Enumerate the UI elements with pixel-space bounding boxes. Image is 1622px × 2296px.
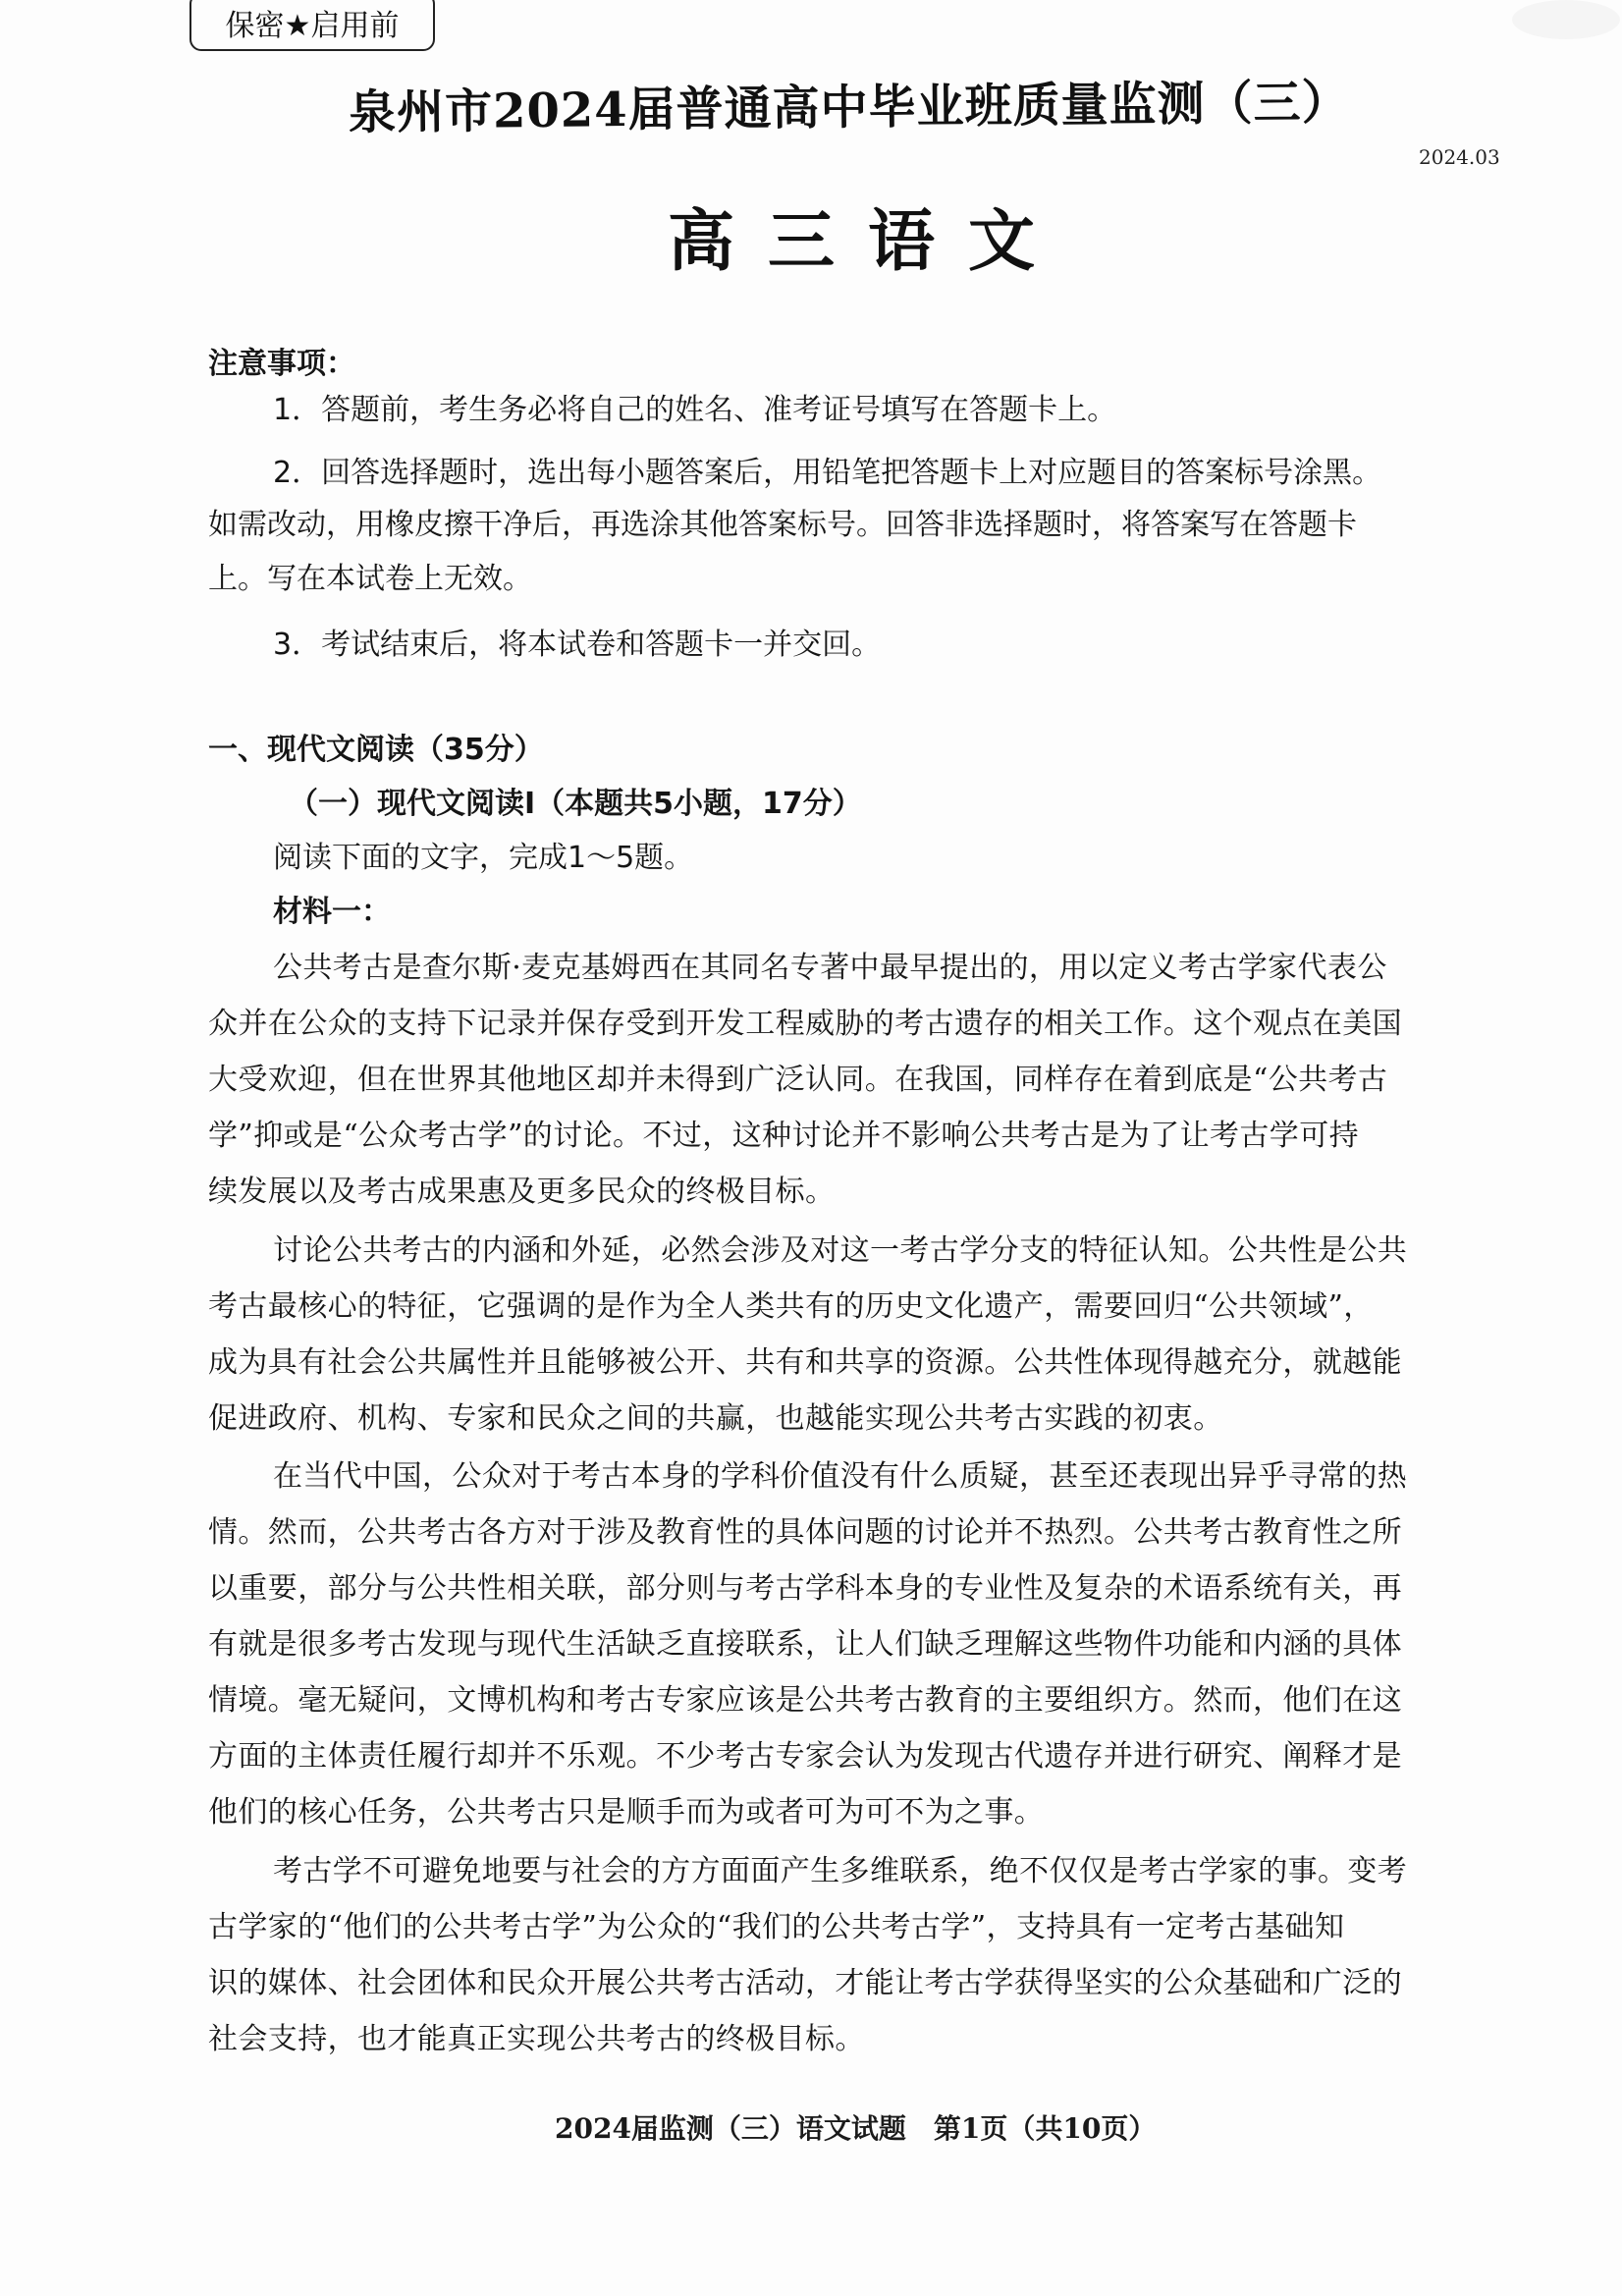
section-heading: 一、现代文阅读（35分） [208, 733, 544, 767]
passage-line: 学”抑或是“公众考古学”的讨论。不过，这种讨论并不影响公共考古是为了让考古学可持 [208, 1119, 1360, 1153]
reading-instruction: 阅读下面的文字，完成1～5题。 [273, 841, 694, 875]
passage-line: 在当代中国，公众对于考古本身的学科价值没有什么质疑，甚至还表现出异乎寻常的热 [273, 1459, 1408, 1494]
passage-line: 社会支持，也才能真正实现公共考古的终极目标。 [208, 2022, 865, 2056]
passage-line: 方面的主体责任履行却并不乐观。不少考古专家会认为发现古代遗存并进行研究、阐释才是 [208, 1739, 1402, 1774]
passage-line: 识的媒体、社会团体和民众开展公共考古活动，才能让考古学获得坚实的公众基础和广泛的 [208, 1966, 1402, 2000]
notice-heading: 注意事项： [208, 347, 355, 381]
passage-line: 考古学不可避免地要与社会的方方面面产生多维联系，绝不仅仅是考古学家的事。变考 [273, 1854, 1408, 1888]
passage-line: 大受欢迎，但在世界其他地区却并未得到广泛认同。在我国，同样存在着到底是“公共考古 [208, 1063, 1388, 1097]
passage-line: 情境。毫无疑问，文博机构和考古专家应该是公共考古教育的主要组织方。然而，他们在这 [208, 1683, 1402, 1718]
notice-item-2-line-2: 如需改动，用橡皮擦干净后，再选涂其他答案标号。回答非选择题时，将答案写在答题卡 [208, 508, 1357, 542]
notice-item-3: 3．考试结束后，将本试卷和答题卡一并交回。 [273, 628, 882, 662]
notice-item-2-line-3: 上。写在本试卷上无效。 [208, 562, 532, 596]
subsection-heading: （一）现代文阅读Ⅰ（本题共5小题，17分） [289, 787, 862, 821]
exam-date: 2024.03 [1419, 145, 1500, 169]
material-label: 材料一： [273, 895, 391, 929]
notice-item-2-line-1: 2．回答选择题时，选出每小题答案后，用铅笔把答题卡上对应题目的答案标号涂黑。 [273, 456, 1382, 490]
page-footer: 2024届监测（三）语文试题 第1页（共10页） [555, 2112, 1157, 2145]
subject-title: 高三语文 [668, 203, 1069, 281]
passage-line: 讨论公共考古的内涵和外延，必然会涉及对这一考古学分支的特征认知。公共性是公共 [273, 1233, 1408, 1268]
passage-line: 促进政府、机构、专家和民众之间的共赢，也越能实现公共考古实践的初衷。 [208, 1401, 1223, 1436]
passage-line: 成为具有社会公共属性并且能够被公开、共有和共享的资源。公共性体现得越充分，就越能 [208, 1345, 1402, 1380]
exam-title: 泉州市2024届普通高中毕业班质量监测（三） [348, 75, 1350, 140]
passage-line: 古学家的“他们的公共考古学”为公众的“我们的公共考古学”，支持具有一定考古基础知 [208, 1910, 1345, 1944]
passage-line: 他们的核心任务，公共考古只是顺手而为或者可为可不为之事。 [208, 1795, 1045, 1830]
passage-line: 情。然而，公共考古各方对于涉及教育性的具体问题的讨论并不热烈。公共考古教育性之所 [208, 1515, 1402, 1550]
passage-line: 以重要，部分与公共性相关联，部分则与考古学科本身的专业性及复杂的术语系统有关，再 [208, 1571, 1402, 1606]
confidential-stamp [189, 0, 435, 51]
confidential-label: 保密★启用前 [225, 9, 400, 43]
scan-smudge [1512, 0, 1620, 39]
passage-line: 有就是很多考古发现与现代生活缺乏直接联系，让人们缺乏理解这些物件功能和内涵的具体 [208, 1627, 1402, 1662]
passage-line: 续发展以及考古成果惠及更多民众的终极目标。 [208, 1175, 836, 1209]
passage-line: 考古最核心的特征，它强调的是作为全人类共有的历史文化遗产，需要回归“公共领域”， [208, 1289, 1374, 1324]
passage-line: 众并在公众的支持下记录并保存受到开发工程威胁的考古遗存的相关工作。这个观点在美国 [208, 1007, 1402, 1041]
passage-line: 公共考古是查尔斯·麦克基姆西在其同名专著中最早提出的，用以定义考古学家代表公 [273, 951, 1387, 985]
notice-item-1: 1．答题前，考生务必将自己的姓名、准考证号填写在答题卡上。 [273, 393, 1117, 427]
